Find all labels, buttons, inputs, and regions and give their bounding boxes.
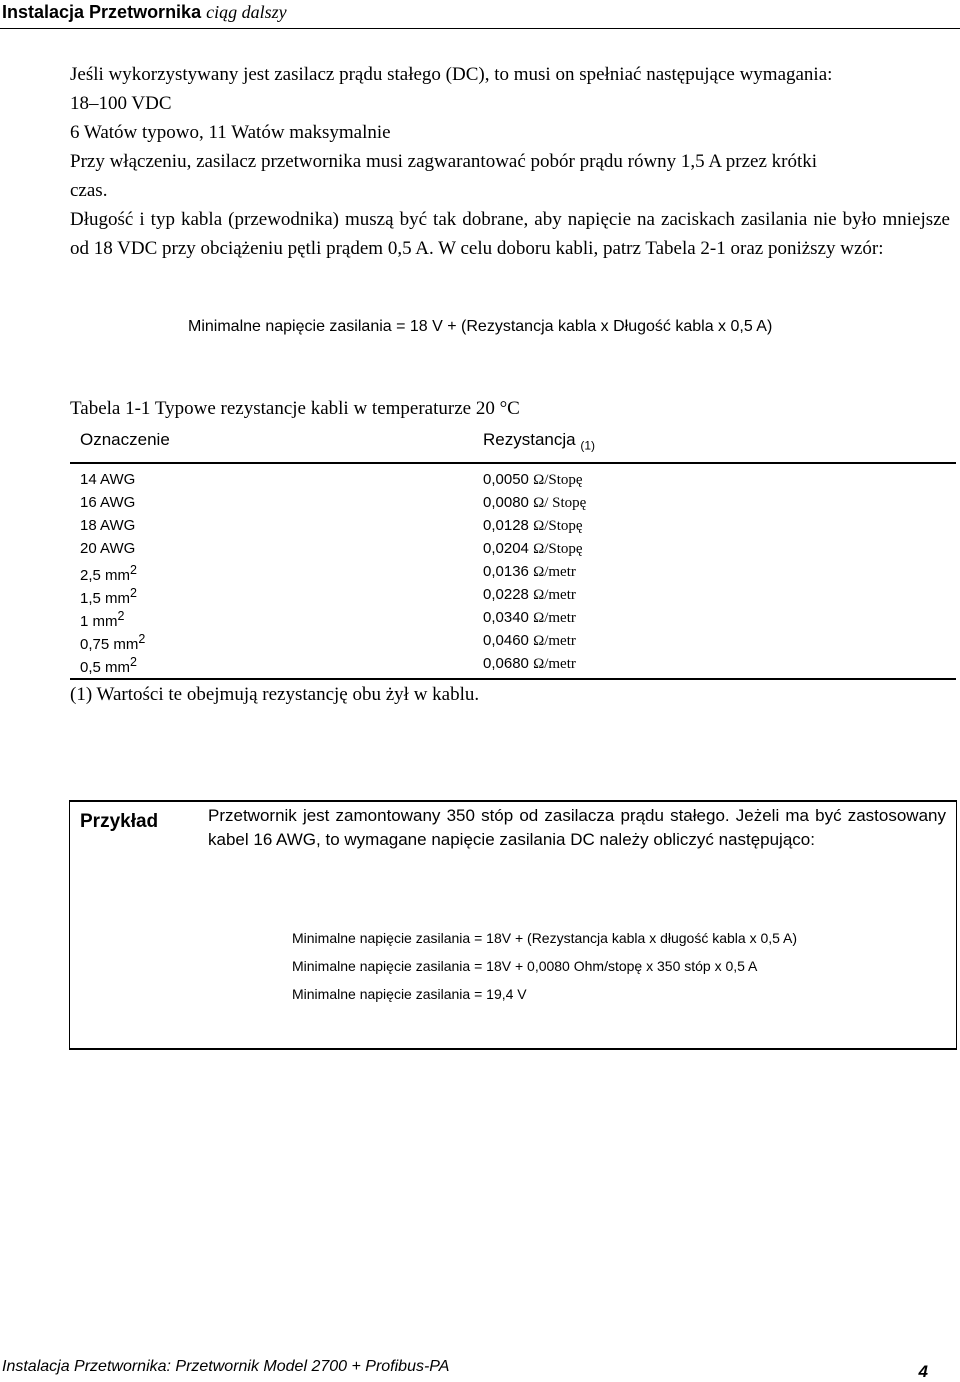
cable-designation-text: 1,5 mm <box>80 590 131 607</box>
example-calculation <box>292 930 797 1014</box>
unit-exponent: 2 <box>138 632 146 646</box>
cable-designation-text: 0,75 mm <box>80 636 139 653</box>
column-header-designation: Oznaczenie <box>80 430 170 449</box>
supply-formula: Minimalne napięcie zasilania = 18 V + (Rezystancja kabla x Długość kabla x 0,5 A) <box>188 318 773 335</box>
requirements-line: Przy włączeniu, zasilacz przetwornika musi zagwarantować pobór prądu równy 1,5 A przez krótki <box>70 151 818 172</box>
table-header <box>70 428 956 464</box>
table-caption: Tabela 1-1 Typowe rezystancje kabli w temperaturze 20 °C <box>70 398 520 419</box>
cable-designation-text: 0,5 mm <box>80 659 131 676</box>
requirements-line: 18–100 VDC <box>70 93 172 114</box>
resistance-unit: Ω/metr <box>533 656 576 672</box>
cable-resistance <box>483 517 583 535</box>
unit-exponent: 2 <box>117 609 125 623</box>
table-row <box>70 628 956 651</box>
column-header-resistance-text: Rezystancja <box>483 430 576 449</box>
table-row <box>70 467 956 490</box>
table-row <box>70 513 956 536</box>
cable-designation <box>80 471 135 488</box>
table-footnote: (1) Wartości te obejmują rezystancję obu żył w kablu. <box>70 684 480 705</box>
table-row <box>70 605 956 628</box>
unit-exponent: 2 <box>130 586 137 600</box>
cable-designation <box>80 632 145 653</box>
cable-designation <box>80 517 135 534</box>
resistance-unit: Ω/Stopę <box>533 472 583 488</box>
cable-designation <box>80 655 137 676</box>
resistance-value: 0,0460 <box>483 632 529 649</box>
column-header-resistance <box>483 430 595 452</box>
requirements-list <box>70 60 950 205</box>
example-box <box>69 800 957 1050</box>
cable-resistance <box>483 494 586 512</box>
unit-exponent: 2 <box>130 563 137 577</box>
requirements-line: Jeśli wykorzystywany jest zasilacz prądu stałego (DC), to musi on spełniać następujące wymagania: <box>70 64 833 85</box>
table-row <box>70 559 956 582</box>
cable-resistance <box>483 609 576 627</box>
header-title-text: Instalacja Przetwornika <box>2 2 202 22</box>
header-title <box>2 2 287 23</box>
page-footer <box>0 1356 960 1380</box>
cable-resistance <box>483 471 583 489</box>
requirements-line: 6 Watów typowo, 11 Watów maksymalnie <box>70 122 391 143</box>
table-row <box>70 490 956 513</box>
cable-resistance-table <box>70 428 956 680</box>
calculation-line: Minimalne napięcie zasilania = 18V + 0,0080 Ohm/stopę x 350 stóp x 0,5 A <box>292 958 758 974</box>
cable-designation-text: 1 mm <box>80 613 118 630</box>
calculation-line: Minimalne napięcie zasilania = 19,4 V <box>292 986 527 1002</box>
cable-designation <box>80 586 137 607</box>
resistance-unit: Ω/Stopę <box>533 541 583 557</box>
table-body <box>70 464 956 680</box>
resistance-unit: Ω/metr <box>533 587 576 603</box>
resistance-value: 0,0204 <box>483 540 529 557</box>
page-number: 4 <box>918 1362 928 1381</box>
cable-designation-text: 18 AWG <box>80 517 136 534</box>
resistance-value: 0,0080 <box>483 494 529 511</box>
resistance-value: 0,0050 <box>483 471 529 488</box>
cable-designation <box>80 540 135 557</box>
example-text: Przetwornik jest zamontowany 350 stóp od zasilacza prądu stałego. Jeżeli ma być zastosowany kabel 16 AWG, to wymagane napięcie zasilania DC należy obliczyć następująco: <box>208 806 946 849</box>
cable-designation-text: 2,5 mm <box>80 567 131 584</box>
unit-exponent: 2 <box>130 655 137 669</box>
resistance-unit: Ω/metr <box>533 610 576 626</box>
header-subtitle: ciąg dalszy <box>206 2 287 22</box>
footnote-marker: (1) <box>580 438 596 453</box>
cable-designation <box>80 609 124 630</box>
resistance-value: 0,0680 <box>483 655 529 672</box>
cable-resistance <box>483 586 576 604</box>
table-row <box>70 582 956 605</box>
resistance-unit: Ω/metr <box>533 564 576 580</box>
cable-resistance <box>483 655 576 673</box>
requirements-line: czas. <box>70 180 108 201</box>
cable-designation-text: 16 AWG <box>80 494 136 511</box>
resistance-unit: Ω/Stopę <box>533 518 583 534</box>
page-header <box>0 0 960 29</box>
resistance-value: 0,0228 <box>483 586 529 603</box>
footer-text: Instalacja Przetwornika: Przetwornik Model 2700 + Profibus-PA <box>2 1358 450 1375</box>
cable-resistance <box>483 540 583 558</box>
cable-resistance <box>483 563 576 581</box>
cable-designation <box>80 494 135 511</box>
calculation-line: Minimalne napięcie zasilania = 18V + (Rezystancja kabla x długość kabla x 0,5 A) <box>292 930 798 946</box>
cable-designation <box>80 563 137 584</box>
resistance-value: 0,0340 <box>483 609 529 626</box>
cable-paragraph: Długość i typ kabla (przewodnika) muszą być tak dobrane, aby napięcie na zaciskach zasilania nie było mniejsze od 18 VDC przy obciążeniu pętli prądem 0,5 A. W celu doboru kabli, patrz Tabela 2-1 oraz poniższy wzór: <box>70 209 950 259</box>
resistance-value: 0,0128 <box>483 517 529 534</box>
example-label: Przykład <box>80 811 159 832</box>
resistance-unit: Ω/metr <box>533 633 576 649</box>
cable-designation-text: 20 AWG <box>80 540 136 557</box>
resistance-value: 0,0136 <box>483 563 529 580</box>
table-row <box>70 651 956 674</box>
table-row <box>70 536 956 559</box>
cable-resistance <box>483 632 576 650</box>
resistance-unit: Ω/ Stopę <box>533 495 587 511</box>
cable-designation-text: 14 AWG <box>80 471 136 488</box>
